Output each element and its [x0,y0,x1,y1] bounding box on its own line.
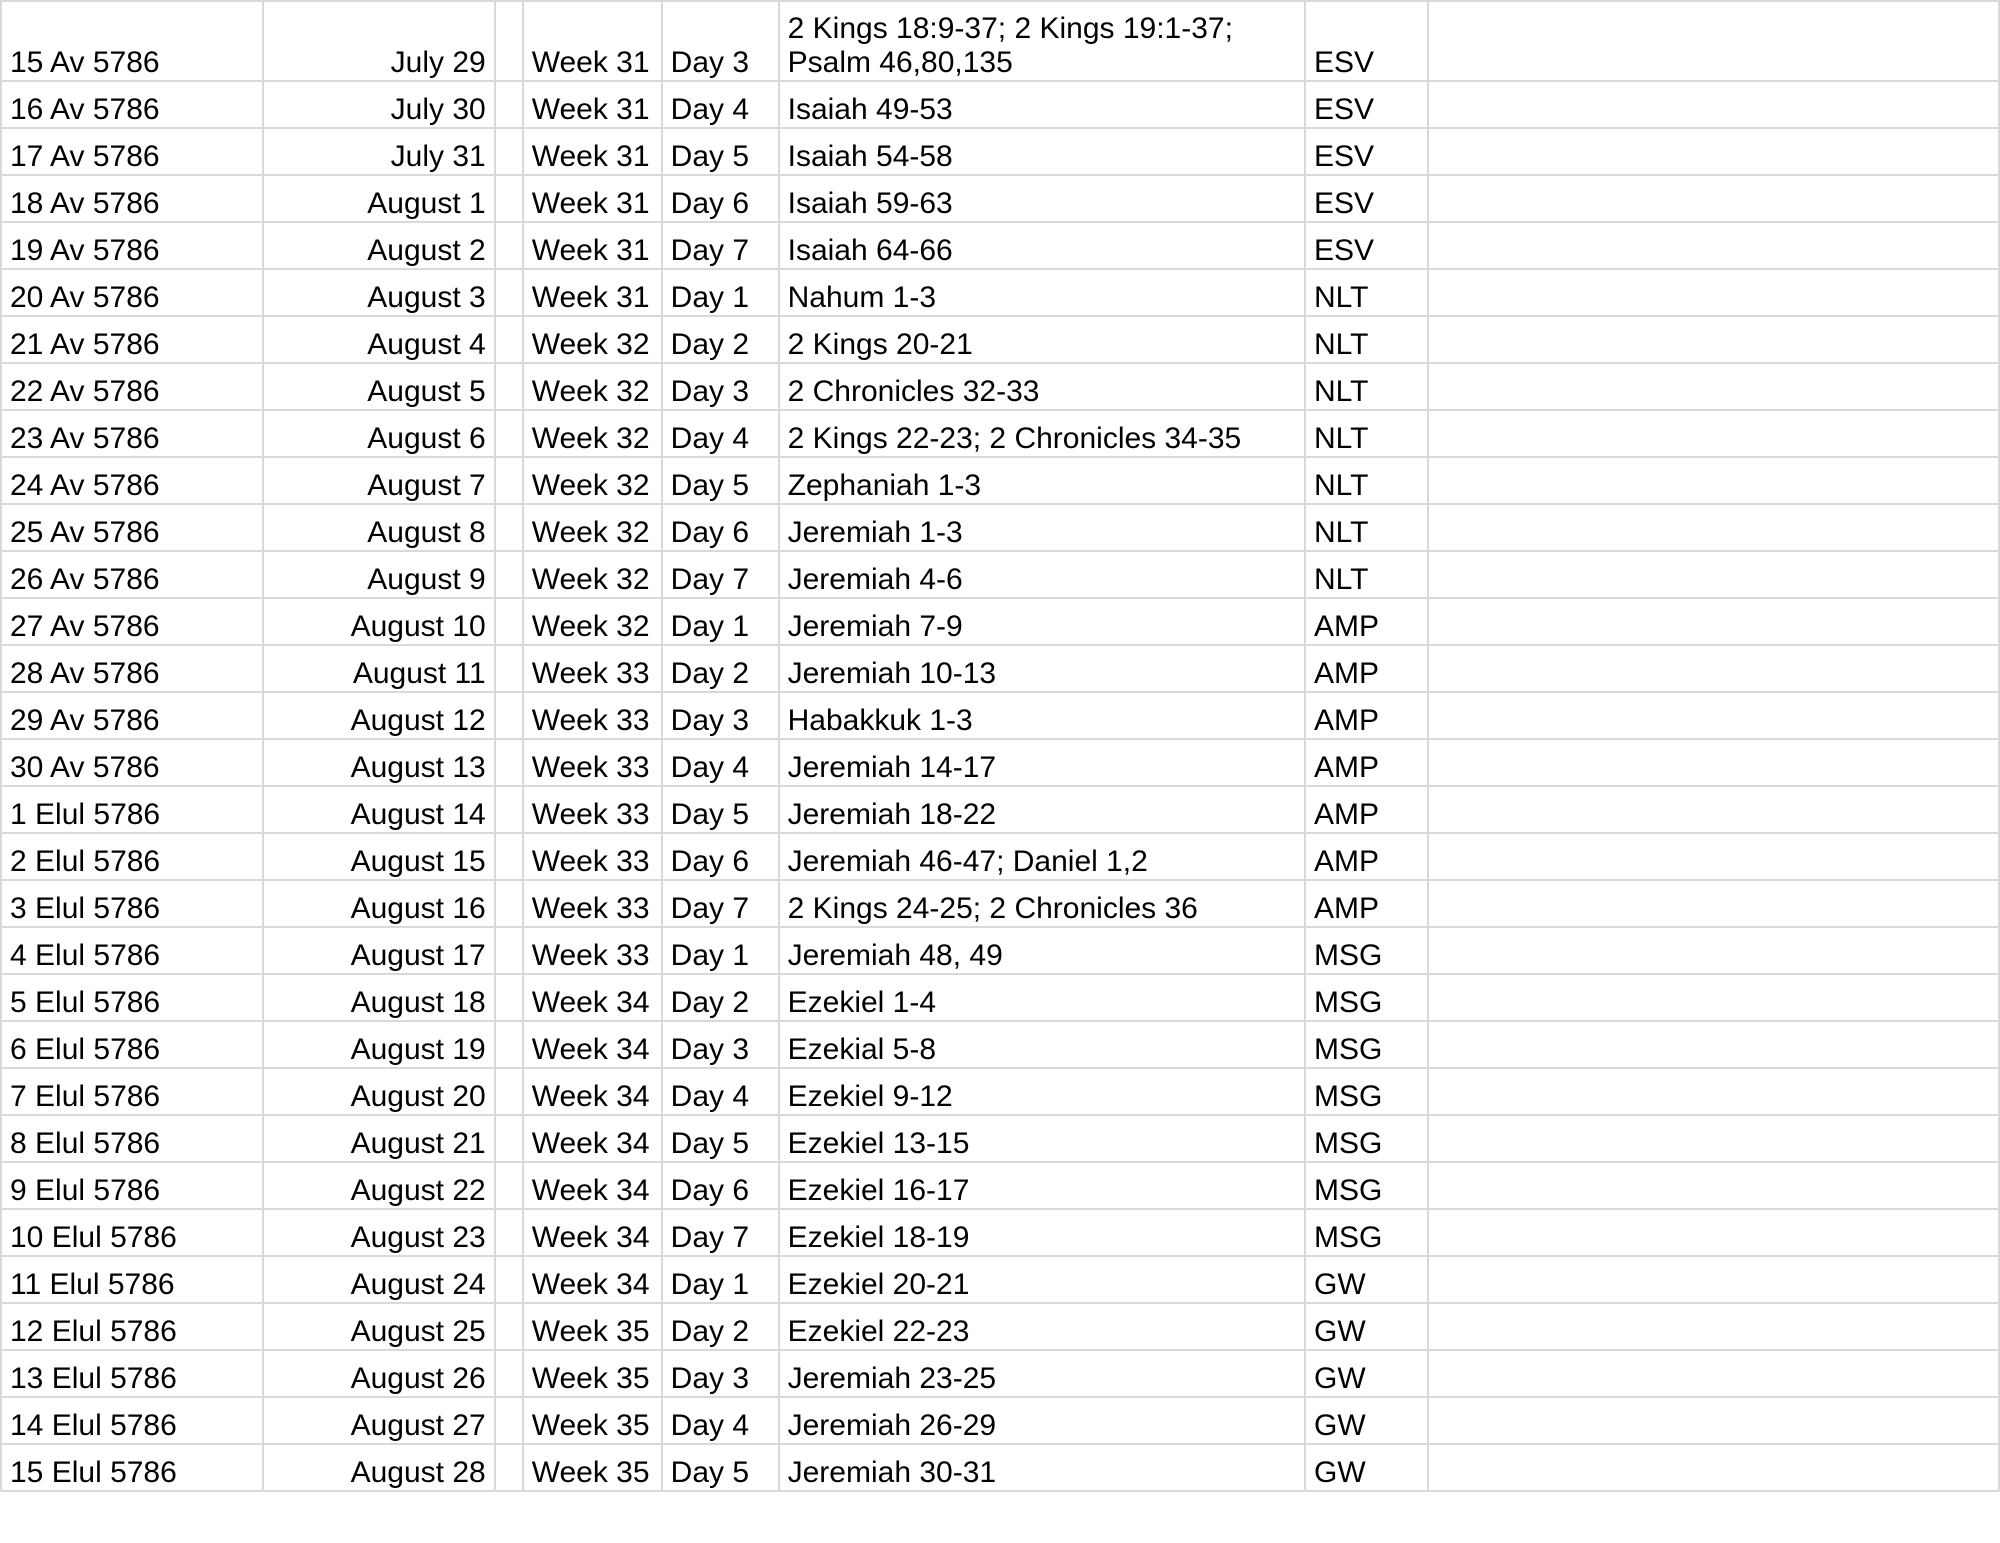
empty-cell[interactable] [1428,457,1999,504]
empty-cell[interactable] [1428,739,1999,786]
version-cell[interactable]: GW [1305,1397,1428,1444]
gregorian-date-cell[interactable]: August 26 [263,1350,495,1397]
table-row [1,316,1999,363]
hebrew-date-cell[interactable]: 28 Av 5786 [1,645,263,692]
spacer-cell[interactable] [495,175,523,222]
spacer-cell[interactable] [495,1209,523,1256]
day-cell[interactable]: Day 4 [662,410,779,457]
reading-cell[interactable]: Ezekiel 20-21 [779,1256,1305,1303]
table-row [1,81,1999,128]
gregorian-date-cell[interactable]: August 10 [263,598,495,645]
day-cell[interactable]: Day 7 [662,222,779,269]
spacer-cell[interactable] [495,222,523,269]
gregorian-date-cell[interactable]: August 27 [263,1397,495,1444]
spacer-cell[interactable] [495,363,523,410]
table-row [1,1021,1999,1068]
table-row [1,833,1999,880]
gregorian-date-cell[interactable]: August 6 [263,410,495,457]
reading-cell[interactable]: Jeremiah 10-13 [779,645,1305,692]
day-cell[interactable]: Day 7 [662,551,779,598]
spacer-cell[interactable] [495,1021,523,1068]
day-cell[interactable]: Day 3 [662,692,779,739]
reading-cell[interactable]: Isaiah 49-53 [779,81,1305,128]
day-cell[interactable]: Day 2 [662,645,779,692]
table-row [1,410,1999,457]
gregorian-date-cell[interactable]: August 15 [263,833,495,880]
table-row [1,1068,1999,1115]
table-row [1,1209,1999,1256]
reading-cell[interactable]: Jeremiah 4-6 [779,551,1305,598]
week-cell[interactable]: Week 33 [523,739,662,786]
table-row [1,1162,1999,1209]
week-cell[interactable]: Week 32 [523,504,662,551]
table-row [1,504,1999,551]
version-cell[interactable]: ESV [1305,222,1428,269]
day-cell[interactable]: Day 5 [662,1444,779,1491]
table-row [1,128,1999,175]
table-row [1,598,1999,645]
reading-cell[interactable]: 2 Kings 24-25; 2 Chronicles 36 [779,880,1305,927]
hebrew-date-cell[interactable]: 22 Av 5786 [1,363,263,410]
day-cell[interactable]: Day 6 [662,504,779,551]
day-cell[interactable]: Day 7 [662,1209,779,1256]
reading-cell[interactable]: Ezekiel 18-19 [779,1209,1305,1256]
spacer-cell[interactable] [495,974,523,1021]
reading-cell[interactable]: Isaiah 64-66 [779,222,1305,269]
spacer-cell[interactable] [495,645,523,692]
gregorian-date-cell[interactable]: August 12 [263,692,495,739]
empty-cell[interactable] [1428,1256,1999,1303]
gregorian-date-cell[interactable]: August 17 [263,927,495,974]
day-cell[interactable]: Day 1 [662,927,779,974]
hebrew-date-cell[interactable]: 9 Elul 5786 [1,1162,263,1209]
week-cell[interactable]: Week 32 [523,598,662,645]
gregorian-date-cell[interactable]: August 24 [263,1256,495,1303]
spacer-cell[interactable] [495,81,523,128]
empty-cell[interactable] [1428,1021,1999,1068]
table-row [1,1303,1999,1350]
hebrew-date-cell[interactable]: 21 Av 5786 [1,316,263,363]
hebrew-date-cell[interactable]: 16 Av 5786 [1,81,263,128]
gregorian-date-cell[interactable]: July 31 [263,128,495,175]
empty-cell[interactable] [1428,316,1999,363]
empty-cell[interactable] [1428,1162,1999,1209]
week-cell[interactable]: Week 31 [523,128,662,175]
gregorian-date-cell[interactable]: August 14 [263,786,495,833]
reading-cell[interactable]: Isaiah 59-63 [779,175,1305,222]
reading-cell[interactable]: Jeremiah 30-31 [779,1444,1305,1491]
hebrew-date-cell[interactable]: 4 Elul 5786 [1,927,263,974]
spacer-cell[interactable] [495,927,523,974]
version-cell[interactable]: NLT [1305,269,1428,316]
day-cell[interactable]: Day 3 [662,1021,779,1068]
empty-cell[interactable] [1428,269,1999,316]
table-row [1,927,1999,974]
gregorian-date-cell[interactable]: August 20 [263,1068,495,1115]
reading-cell[interactable]: Ezekiel 1-4 [779,974,1305,1021]
week-cell[interactable]: Week 35 [523,1444,662,1491]
version-cell[interactable]: NLT [1305,363,1428,410]
version-cell[interactable]: AMP [1305,833,1428,880]
week-cell[interactable]: Week 32 [523,316,662,363]
reading-cell[interactable]: 2 Kings 20-21 [779,316,1305,363]
week-cell[interactable]: Week 35 [523,1303,662,1350]
week-cell[interactable]: Week 34 [523,1256,662,1303]
spacer-cell[interactable] [495,598,523,645]
spacer-cell[interactable] [495,880,523,927]
table-row [1,222,1999,269]
table-row [1,1397,1999,1444]
gregorian-date-cell[interactable]: August 18 [263,974,495,1021]
day-cell[interactable]: Day 3 [662,363,779,410]
version-cell[interactable]: NLT [1305,316,1428,363]
empty-cell[interactable] [1428,1444,1999,1491]
hebrew-date-cell[interactable]: 19 Av 5786 [1,222,263,269]
spacer-cell[interactable] [495,316,523,363]
version-cell[interactable]: MSG [1305,974,1428,1021]
version-cell[interactable]: GW [1305,1350,1428,1397]
empty-cell[interactable] [1428,1303,1999,1350]
reading-cell[interactable]: Nahum 1-3 [779,269,1305,316]
version-cell[interactable]: GW [1305,1256,1428,1303]
table-row [1,269,1999,316]
hebrew-date-cell[interactable]: 17 Av 5786 [1,128,263,175]
reading-cell[interactable]: 2 Chronicles 32-33 [779,363,1305,410]
reading-cell[interactable]: Jeremiah 1-3 [779,504,1305,551]
spacer-cell[interactable] [495,692,523,739]
table-row [1,1350,1999,1397]
version-cell[interactable]: MSG [1305,1115,1428,1162]
hebrew-date-cell[interactable]: 27 Av 5786 [1,598,263,645]
hebrew-date-cell[interactable]: 13 Elul 5786 [1,1350,263,1397]
day-cell[interactable]: Day 6 [662,1162,779,1209]
empty-cell[interactable] [1428,1397,1999,1444]
day-cell[interactable]: Day 5 [662,128,779,175]
day-cell[interactable]: Day 5 [662,1115,779,1162]
gregorian-date-cell[interactable]: August 2 [263,222,495,269]
version-cell[interactable]: ESV [1305,128,1428,175]
version-cell[interactable]: MSG [1305,1162,1428,1209]
empty-cell[interactable] [1428,1068,1999,1115]
table-row [1,1444,1999,1491]
reading-cell[interactable]: Ezekial 5-8 [779,1021,1305,1068]
spacer-cell[interactable] [495,128,523,175]
hebrew-date-cell[interactable]: 11 Elul 5786 [1,1256,263,1303]
hebrew-date-cell[interactable]: 23 Av 5786 [1,410,263,457]
empty-cell[interactable] [1428,927,1999,974]
reading-cell[interactable]: Ezekiel 9-12 [779,1068,1305,1115]
gregorian-date-cell[interactable]: August 23 [263,1209,495,1256]
table-row [1,1256,1999,1303]
week-cell[interactable]: Week 34 [523,1115,662,1162]
version-cell[interactable]: GW [1305,1444,1428,1491]
table-row [1,739,1999,786]
day-cell[interactable]: Day 7 [662,880,779,927]
spacer-cell[interactable] [495,1444,523,1491]
empty-cell[interactable] [1428,692,1999,739]
table-row [1,551,1999,598]
week-cell[interactable]: Week 32 [523,551,662,598]
hebrew-date-cell[interactable]: 26 Av 5786 [1,551,263,598]
empty-cell[interactable] [1428,1350,1999,1397]
table-row [1,457,1999,504]
empty-cell[interactable] [1428,974,1999,1021]
day-cell[interactable]: Day 4 [662,81,779,128]
reading-cell[interactable]: Jeremiah 48, 49 [779,927,1305,974]
table-row [1,786,1999,833]
empty-cell[interactable] [1428,1115,1999,1162]
gregorian-date-cell[interactable]: August 25 [263,1303,495,1350]
reading-cell[interactable]: Ezekiel 13-15 [779,1115,1305,1162]
week-cell[interactable]: Week 31 [523,222,662,269]
empty-cell[interactable] [1428,880,1999,927]
version-cell[interactable]: GW [1305,1303,1428,1350]
version-cell[interactable]: NLT [1305,410,1428,457]
version-cell[interactable]: AMP [1305,880,1428,927]
day-cell[interactable]: Day 2 [662,316,779,363]
spacer-cell[interactable] [495,739,523,786]
hebrew-date-cell[interactable]: 12 Elul 5786 [1,1303,263,1350]
empty-cell[interactable] [1428,175,1999,222]
week-cell[interactable]: Week 33 [523,786,662,833]
gregorian-date-cell[interactable]: August 19 [263,1021,495,1068]
week-cell[interactable]: Week 33 [523,645,662,692]
reading-cell[interactable]: 2 Kings 18:9-37; 2 Kings 19:1-37; Psalm 46,80,135 [779,1,1305,81]
reading-cell[interactable]: 2 Kings 22-23; 2 Chronicles 34-35 [779,410,1305,457]
version-cell[interactable]: ESV [1305,175,1428,222]
version-cell[interactable]: NLT [1305,457,1428,504]
empty-cell[interactable] [1428,363,1999,410]
hebrew-date-cell[interactable]: 24 Av 5786 [1,457,263,504]
spacer-cell[interactable] [495,1115,523,1162]
spacer-cell[interactable] [495,457,523,504]
week-cell[interactable]: Week 34 [523,1209,662,1256]
spacer-cell[interactable] [495,504,523,551]
gregorian-date-cell[interactable]: August 9 [263,551,495,598]
spacer-cell[interactable] [495,786,523,833]
reading-cell[interactable]: Jeremiah 18-22 [779,786,1305,833]
hebrew-date-cell[interactable]: 8 Elul 5786 [1,1115,263,1162]
empty-cell[interactable] [1428,786,1999,833]
week-cell[interactable]: Week 33 [523,692,662,739]
hebrew-date-cell[interactable]: 20 Av 5786 [1,269,263,316]
gregorian-date-cell[interactable]: August 7 [263,457,495,504]
version-cell[interactable]: MSG [1305,1068,1428,1115]
hebrew-date-cell[interactable]: 29 Av 5786 [1,692,263,739]
empty-cell[interactable] [1428,833,1999,880]
hebrew-date-cell[interactable]: 5 Elul 5786 [1,974,263,1021]
version-cell[interactable]: NLT [1305,504,1428,551]
gregorian-date-cell[interactable]: August 21 [263,1115,495,1162]
week-cell[interactable]: Week 33 [523,880,662,927]
table-row [1,175,1999,222]
gregorian-date-cell[interactable]: August 11 [263,645,495,692]
hebrew-date-cell[interactable]: 3 Elul 5786 [1,880,263,927]
spacer-cell[interactable] [495,1068,523,1115]
day-cell[interactable]: Day 1 [662,1256,779,1303]
day-cell[interactable]: Day 2 [662,1303,779,1350]
week-cell[interactable]: Week 33 [523,833,662,880]
reading-cell[interactable]: Habakkuk 1-3 [779,692,1305,739]
version-cell[interactable]: ESV [1305,81,1428,128]
version-cell[interactable]: AMP [1305,598,1428,645]
gregorian-date-cell[interactable]: August 4 [263,316,495,363]
version-cell[interactable]: ESV [1305,1,1428,81]
week-cell[interactable]: Week 34 [523,1068,662,1115]
reading-cell[interactable]: Jeremiah 26-29 [779,1397,1305,1444]
week-cell[interactable]: Week 32 [523,363,662,410]
week-cell[interactable]: Week 33 [523,927,662,974]
hebrew-date-cell[interactable]: 1 Elul 5786 [1,786,263,833]
gregorian-date-cell[interactable]: August 16 [263,880,495,927]
empty-cell[interactable] [1428,645,1999,692]
version-cell[interactable]: MSG [1305,1209,1428,1256]
spacer-cell[interactable] [495,1,523,81]
hebrew-date-cell[interactable]: 15 Av 5786 [1,1,263,81]
gregorian-date-cell[interactable]: August 1 [263,175,495,222]
empty-cell[interactable] [1428,81,1999,128]
gregorian-date-cell[interactable]: July 29 [263,1,495,81]
hebrew-date-cell[interactable]: 14 Elul 5786 [1,1397,263,1444]
day-cell[interactable]: Day 2 [662,974,779,1021]
empty-cell[interactable] [1428,1,1999,81]
week-cell[interactable]: Week 32 [523,410,662,457]
empty-cell[interactable] [1428,1209,1999,1256]
spacer-cell[interactable] [495,1256,523,1303]
table-row [1,974,1999,1021]
version-cell[interactable]: AMP [1305,739,1428,786]
spacer-cell[interactable] [495,551,523,598]
spacer-cell[interactable] [495,1303,523,1350]
reading-cell[interactable]: Ezekiel 22-23 [779,1303,1305,1350]
day-cell[interactable]: Day 4 [662,1068,779,1115]
version-cell[interactable]: AMP [1305,692,1428,739]
day-cell[interactable]: Day 6 [662,175,779,222]
version-cell[interactable]: MSG [1305,1021,1428,1068]
week-cell[interactable]: Week 35 [523,1397,662,1444]
day-cell[interactable]: Day 5 [662,786,779,833]
day-cell[interactable]: Day 1 [662,598,779,645]
day-cell[interactable]: Day 3 [662,1350,779,1397]
spacer-cell[interactable] [495,269,523,316]
reading-cell[interactable]: Jeremiah 14-17 [779,739,1305,786]
version-cell[interactable]: AMP [1305,786,1428,833]
reading-cell[interactable]: Jeremiah 23-25 [779,1350,1305,1397]
hebrew-date-cell[interactable]: 7 Elul 5786 [1,1068,263,1115]
week-cell[interactable]: Week 31 [523,175,662,222]
hebrew-date-cell[interactable]: 2 Elul 5786 [1,833,263,880]
gregorian-date-cell[interactable]: July 30 [263,81,495,128]
version-cell[interactable]: NLT [1305,551,1428,598]
week-cell[interactable]: Week 31 [523,81,662,128]
empty-cell[interactable] [1428,598,1999,645]
hebrew-date-cell[interactable]: 30 Av 5786 [1,739,263,786]
table-row [1,880,1999,927]
empty-cell[interactable] [1428,128,1999,175]
day-cell[interactable]: Day 5 [662,457,779,504]
reading-cell[interactable]: Jeremiah 7-9 [779,598,1305,645]
empty-cell[interactable] [1428,410,1999,457]
spacer-cell[interactable] [495,833,523,880]
version-cell[interactable]: AMP [1305,645,1428,692]
week-cell[interactable]: Week 34 [523,974,662,1021]
gregorian-date-cell[interactable]: August 3 [263,269,495,316]
reading-cell[interactable]: Ezekiel 16-17 [779,1162,1305,1209]
table-row [1,363,1999,410]
gregorian-date-cell[interactable]: August 28 [263,1444,495,1491]
hebrew-date-cell[interactable]: 18 Av 5786 [1,175,263,222]
gregorian-date-cell[interactable]: August 5 [263,363,495,410]
week-cell[interactable]: Week 32 [523,457,662,504]
hebrew-date-cell[interactable]: 10 Elul 5786 [1,1209,263,1256]
version-cell[interactable]: MSG [1305,927,1428,974]
day-cell[interactable]: Day 6 [662,833,779,880]
table-row [1,1115,1999,1162]
reading-cell[interactable]: Isaiah 54-58 [779,128,1305,175]
week-cell[interactable]: Week 34 [523,1021,662,1068]
spacer-cell[interactable] [495,1350,523,1397]
hebrew-date-cell[interactable]: 25 Av 5786 [1,504,263,551]
empty-cell[interactable] [1428,504,1999,551]
table-row [1,692,1999,739]
day-cell[interactable]: Day 1 [662,269,779,316]
week-cell[interactable]: Week 31 [523,1,662,81]
table-row [1,645,1999,692]
empty-cell[interactable] [1428,222,1999,269]
spacer-cell[interactable] [495,1397,523,1444]
hebrew-date-cell[interactable]: 15 Elul 5786 [1,1444,263,1491]
week-cell[interactable]: Week 35 [523,1350,662,1397]
reading-cell[interactable]: Jeremiah 46-47; Daniel 1,2 [779,833,1305,880]
spacer-cell[interactable] [495,1162,523,1209]
day-cell[interactable]: Day 3 [662,1,779,81]
reading-cell[interactable]: Zephaniah 1-3 [779,457,1305,504]
hebrew-date-cell[interactable]: 6 Elul 5786 [1,1021,263,1068]
week-cell[interactable]: Week 31 [523,269,662,316]
table-row [1,1,1999,81]
week-cell[interactable]: Week 34 [523,1162,662,1209]
day-cell[interactable]: Day 4 [662,1397,779,1444]
gregorian-date-cell[interactable]: August 13 [263,739,495,786]
gregorian-date-cell[interactable]: August 22 [263,1162,495,1209]
gregorian-date-cell[interactable]: August 8 [263,504,495,551]
day-cell[interactable]: Day 4 [662,739,779,786]
empty-cell[interactable] [1428,551,1999,598]
spacer-cell[interactable] [495,410,523,457]
